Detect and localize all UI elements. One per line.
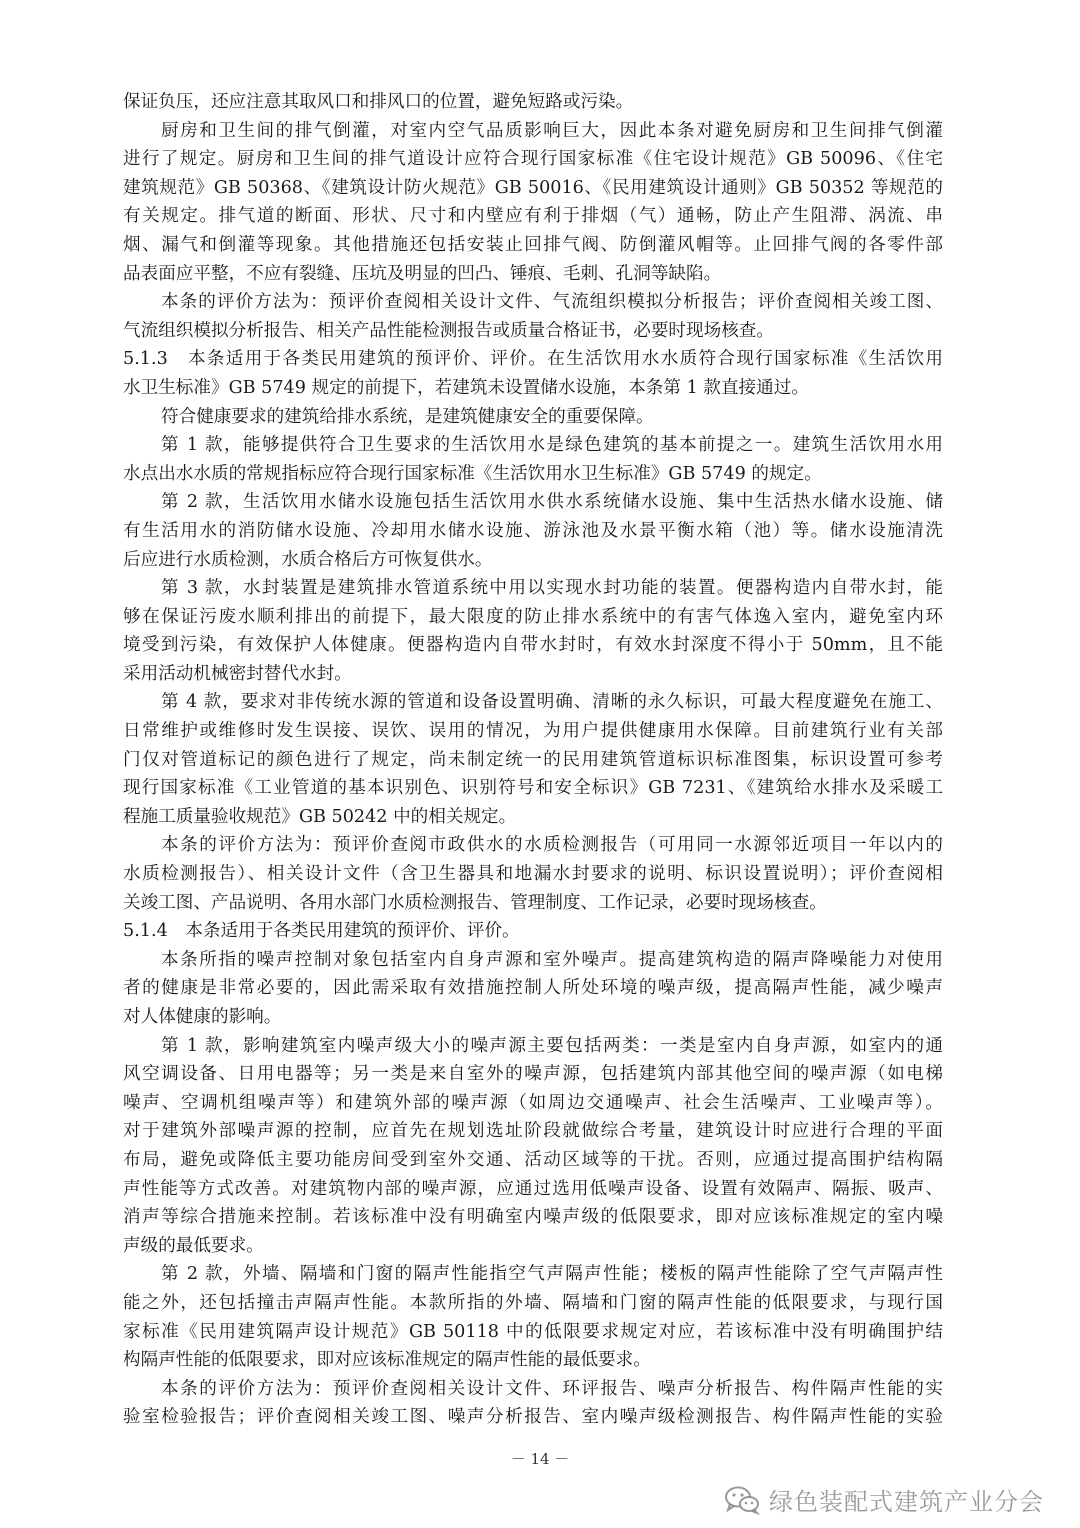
watermark-text: 绿色装配式建筑产业分会	[769, 1488, 1044, 1516]
text-line: 者的健康是非常必要的，因此需采取有效措施控制人所处环境的噪声级，提高隔声性能，减少噪声	[123, 978, 943, 999]
text-line: 采用活动机械密封替代水封。	[123, 663, 352, 684]
text-line: 进行了规定。厨房和卫生间的排气道设计应符合现行国家标准《住宅设计规范》GB 50096、《住宅	[123, 149, 943, 170]
text-line: 够在保证污废水顺利排出的前提下，最大限度的防止排水系统中的有害气体逸入室内，避免室内环	[123, 606, 943, 627]
text-line: 声性能等方式改善。对建筑物内部的噪声源，应通过选用低噪声设备、设置有效隔声、隔振、吸声、	[123, 1178, 943, 1199]
text-line: 风空调设备、日用电器等；另一类是来自室外的噪声源，包括建筑内部其他空间的噪声源（如电梯	[123, 1064, 943, 1085]
text-line: 程施工质量验收规范》GB 50242 中的相关规定。	[123, 806, 517, 827]
text-line: 第 1 款，能够提供符合卫生要求的生活饮用水是绿色建筑的基本前提之一。建筑生活饮用水用	[161, 435, 943, 456]
document-body	[123, 88, 943, 1432]
text-line: 有生活用水的消防储水设施、冷却用水储水设施、游泳池及水景平衡水箱（池）等。储水设施清洗	[123, 520, 943, 541]
text-line: 第 1 款，影响建筑室内噪声级大小的噪声源主要包括两类：一类是室内自身声源，如室内的通	[161, 1035, 943, 1056]
text-line: 厨房和卫生间的排气倒灌，对室内空气品质影响巨大，因此本条对避免厨房和卫生间排气倒灌	[161, 120, 943, 141]
text-line: 本条所指的噪声控制对象包括室内自身声源和室外噪声。提高建筑构造的隔声降噪能力对使用	[161, 949, 943, 970]
text-line: 烟、漏气和倒灌等现象。其他措施还包括安装止回排气阀、防倒灌风帽等。止回排气阀的各零件部	[123, 234, 943, 255]
text-line: 能之外，还包括撞击声隔声性能。本款所指的外墙、隔墙和门窗的隔声性能的低限要求，与现行国	[123, 1292, 943, 1313]
text-line: 水卫生标准》GB 5749 规定的前提下，若建筑未设置储水设施，本条第 1 款直接通过。	[123, 377, 809, 398]
text-line: 本条的评价方法为：预评价查阅相关设计文件、环评报告、噪声分析报告、构件隔声性能的实	[161, 1378, 943, 1399]
text-line: 5.1.4 本条适用于各类民用建筑的预评价、评价。	[123, 921, 520, 942]
text-line: 声级的最低要求。	[123, 1235, 264, 1256]
text-line: 保证负压，还应注意其取风口和排风口的位置，避免短路或污染。	[123, 92, 634, 112]
text-line: 境受到污染，有效保护人体健康。便器构造内自带水封时，有效水封深度不得小于 50mm，且不能	[123, 635, 943, 656]
text-line: 布局，避免或降低主要功能房间受到室外交通、活动区域等的干扰。否则，应通过提高围护结构隔	[123, 1149, 943, 1170]
text-line: 噪声、空调机组噪声等）和建筑外部的噪声源（如周边交通噪声、社会生活噪声、工业噪声等）。	[123, 1092, 943, 1113]
text-line: 第 3 款，水封装置是建筑排水管道系统中用以实现水封功能的装置。便器构造内自带水封，能	[161, 578, 943, 599]
text-line: 关竣工图、产品说明、各用水部门水质检测报告、管理制度、工作记录，必要时现场核查。	[123, 892, 827, 913]
text-line: 符合健康要求的建筑给排水系统，是建筑健康安全的重要保障。	[161, 406, 654, 427]
text-line: 第 2 款，生活饮用水储水设施包括生活饮用水供水系统储水设施、集中生活热水储水设施、储	[161, 492, 943, 513]
text-line: 消声等综合措施来控制。若该标准中没有明确室内噪声级的低限要求，即对应该标准规定的室内噪	[123, 1207, 943, 1228]
text-line: 本条的评价方法为：预评价查阅相关设计文件、气流组织模拟分析报告；评价查阅相关竣工图、	[161, 292, 943, 313]
text-line: 构隔声性能的低限要求，即对应该标准规定的隔声性能的最低要求。	[123, 1350, 651, 1371]
text-line: 水质检测报告）、相关设计文件（含卫生器具和地漏水封要求的说明、标识设置说明）；评价查阅相	[123, 864, 943, 885]
page-number: － 14 －	[510, 1450, 570, 1468]
text-line: 验室检验报告；评价查阅相关竣工图、噪声分析报告、室内噪声级检测报告、构件隔声性能的实验	[123, 1407, 943, 1428]
text-line: 品表面应平整，不应有裂缝、压坑及明显的凹凸、锤痕、毛刺、孔洞等缺陷。	[123, 263, 722, 284]
text-line: 现行国家标准《工业管道的基本识别色、识别符号和安全标识》GB 7231、《建筑给水排水及采暖工	[123, 778, 943, 799]
text-line: 有关规定。排气道的断面、形状、尺寸和内壁应有利于排烟（气）通畅，防止产生阻滞、涡流、串	[123, 206, 943, 227]
text-line: 后应进行水质检测，水质合格后方可恢复供水。	[123, 549, 493, 570]
text-line: 建筑规范》GB 50368、《建筑设计防火规范》GB 50016、《民用建筑设计通则》GB 50352 等规范的	[123, 177, 943, 198]
text-line: 本条的评价方法为：预评价查阅市政供水的水质检测报告（可用同一水源邻近项目一年以内的	[161, 835, 943, 856]
text-line: 日常维护或维修时发生误接、误饮、误用的情况，为用户提供健康用水保障。目前建筑行业有关部	[123, 721, 943, 742]
text-line: 对人体健康的影响。	[123, 1007, 282, 1027]
text-line: 气流组织模拟分析报告、相关产品性能检测报告或质量合格证书，必要时现场核查。	[123, 320, 774, 341]
text-line: 5.1.3 本条适用于各类民用建筑的预评价、评价。在生活饮用水水质符合现行国家标准《生活饮用	[123, 349, 943, 370]
wechat-icon	[723, 1485, 761, 1515]
text-line: 对于建筑外部噪声源的控制，应首先在规划选址阶段就做综合考量，建筑设计时应进行合理的平面	[123, 1121, 943, 1142]
watermark	[723, 1482, 1044, 1517]
text-line: 家标准《民用建筑隔声设计规范》GB 50118 中的低限要求规定对应，若该标准中没有明确围护结	[123, 1321, 943, 1342]
text-line: 第 2 款，外墙、隔墙和门窗的隔声性能指空气声隔声性能；楼板的隔声性能除了空气声隔声性	[161, 1264, 943, 1285]
text-line: 门仅对管道标记的颜色进行了规定，尚未制定统一的民用建筑管道标识标准图集，标识设置可参考	[123, 749, 943, 770]
text-line: 第 4 款，要求对非传统水源的管道和设备设置明确、清晰的永久标识，可最大程度避免在施工、	[161, 692, 943, 713]
text-line: 水点出水水质的常规指标应符合现行国家标准《生活饮用水卫生标准》GB 5749 的规定。	[123, 463, 822, 484]
